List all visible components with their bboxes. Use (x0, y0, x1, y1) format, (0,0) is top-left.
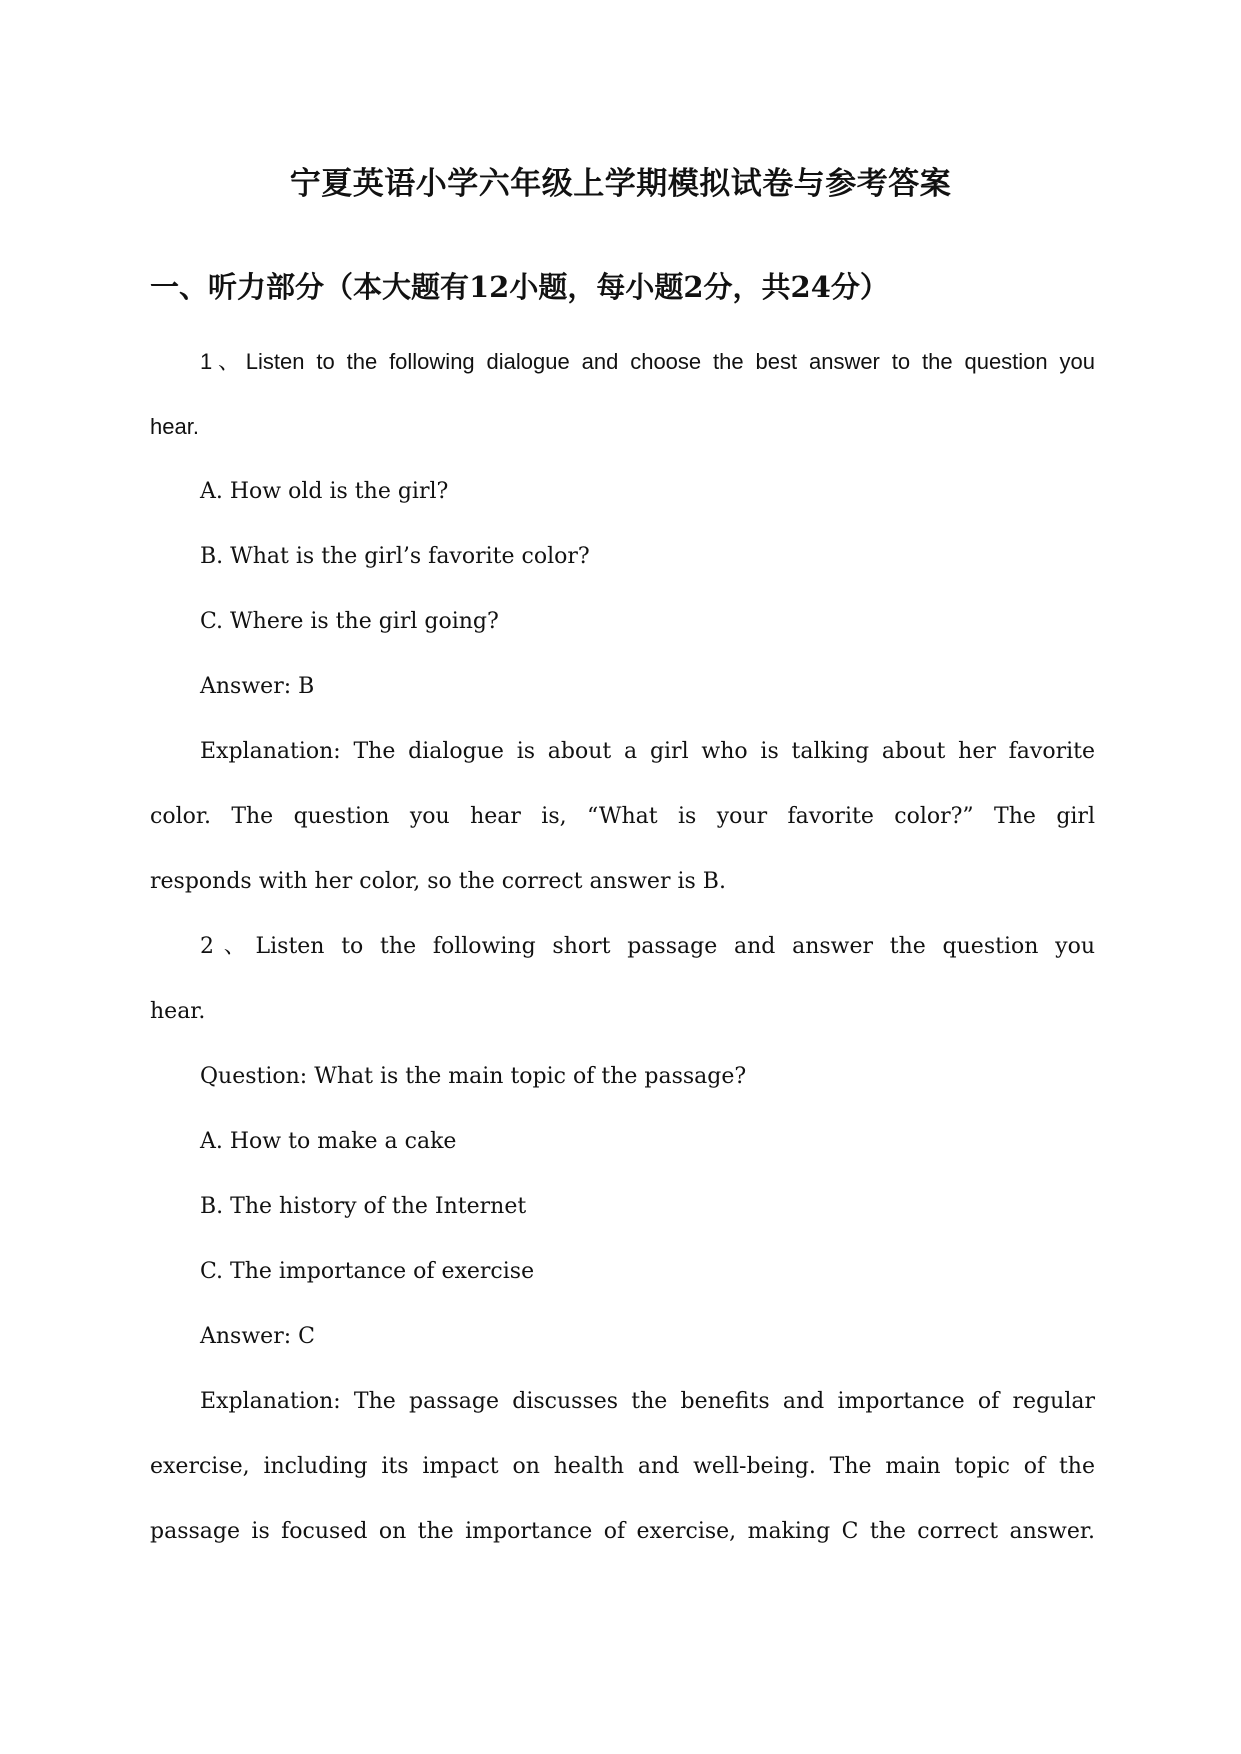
section-heading: 一、听力部分（本大题有12小题，每小题2分，共24分） (150, 270, 889, 304)
question-2-explanation-line-1: Explanation: The passage discusses the benefits and importance of regular (200, 1389, 1095, 1414)
question-2-prompt-line-1: 2、Listen to the following short passage and answer the question you (200, 934, 1095, 959)
question-1-prompt-line-2: hear. (150, 414, 199, 439)
question-1-prompt-line-1: 1、Listen to the following dialogue and choose the best answer to the question you (200, 349, 1095, 374)
question-2-explanation-line-3: passage is focused on the importance of exercise, making C the correct answer. (150, 1519, 1095, 1544)
question-2-option-b: B. The history of the Internet (200, 1194, 527, 1219)
question-1-option-b: B. What is the girl’s favorite color? (200, 544, 590, 569)
question-1-option-a: A. How old is the girl? (200, 479, 449, 504)
question-2-answer: Answer: C (200, 1324, 315, 1349)
question-1-explanation-line-3: responds with her color, so the correct answer is B. (150, 869, 726, 894)
question-1-answer: Answer: B (200, 674, 315, 699)
question-1-option-c: C. Where is the girl going? (200, 609, 499, 634)
question-2-option-a: A. How to make a cake (200, 1129, 457, 1154)
question-1-explanation-line-2: color. The question you hear is, “What is your favorite color?” The girl (150, 804, 1095, 829)
question-2-question-line: Question: What is the main topic of the passage? (200, 1064, 747, 1089)
question-2-explanation-line-2: exercise, including its impact on health and well-being. The main topic of the (150, 1454, 1095, 1479)
question-1-explanation-line-1: Explanation: The dialogue is about a girl who is talking about her favorite (200, 739, 1095, 764)
question-content (150, 344, 1095, 1579)
question-2-option-c: C. The importance of exercise (200, 1259, 535, 1284)
document-title: 宁夏英语小学六年级上学期模拟试卷与参考答案 (289, 166, 952, 202)
question-2-prompt-line-2: hear. (150, 999, 206, 1024)
